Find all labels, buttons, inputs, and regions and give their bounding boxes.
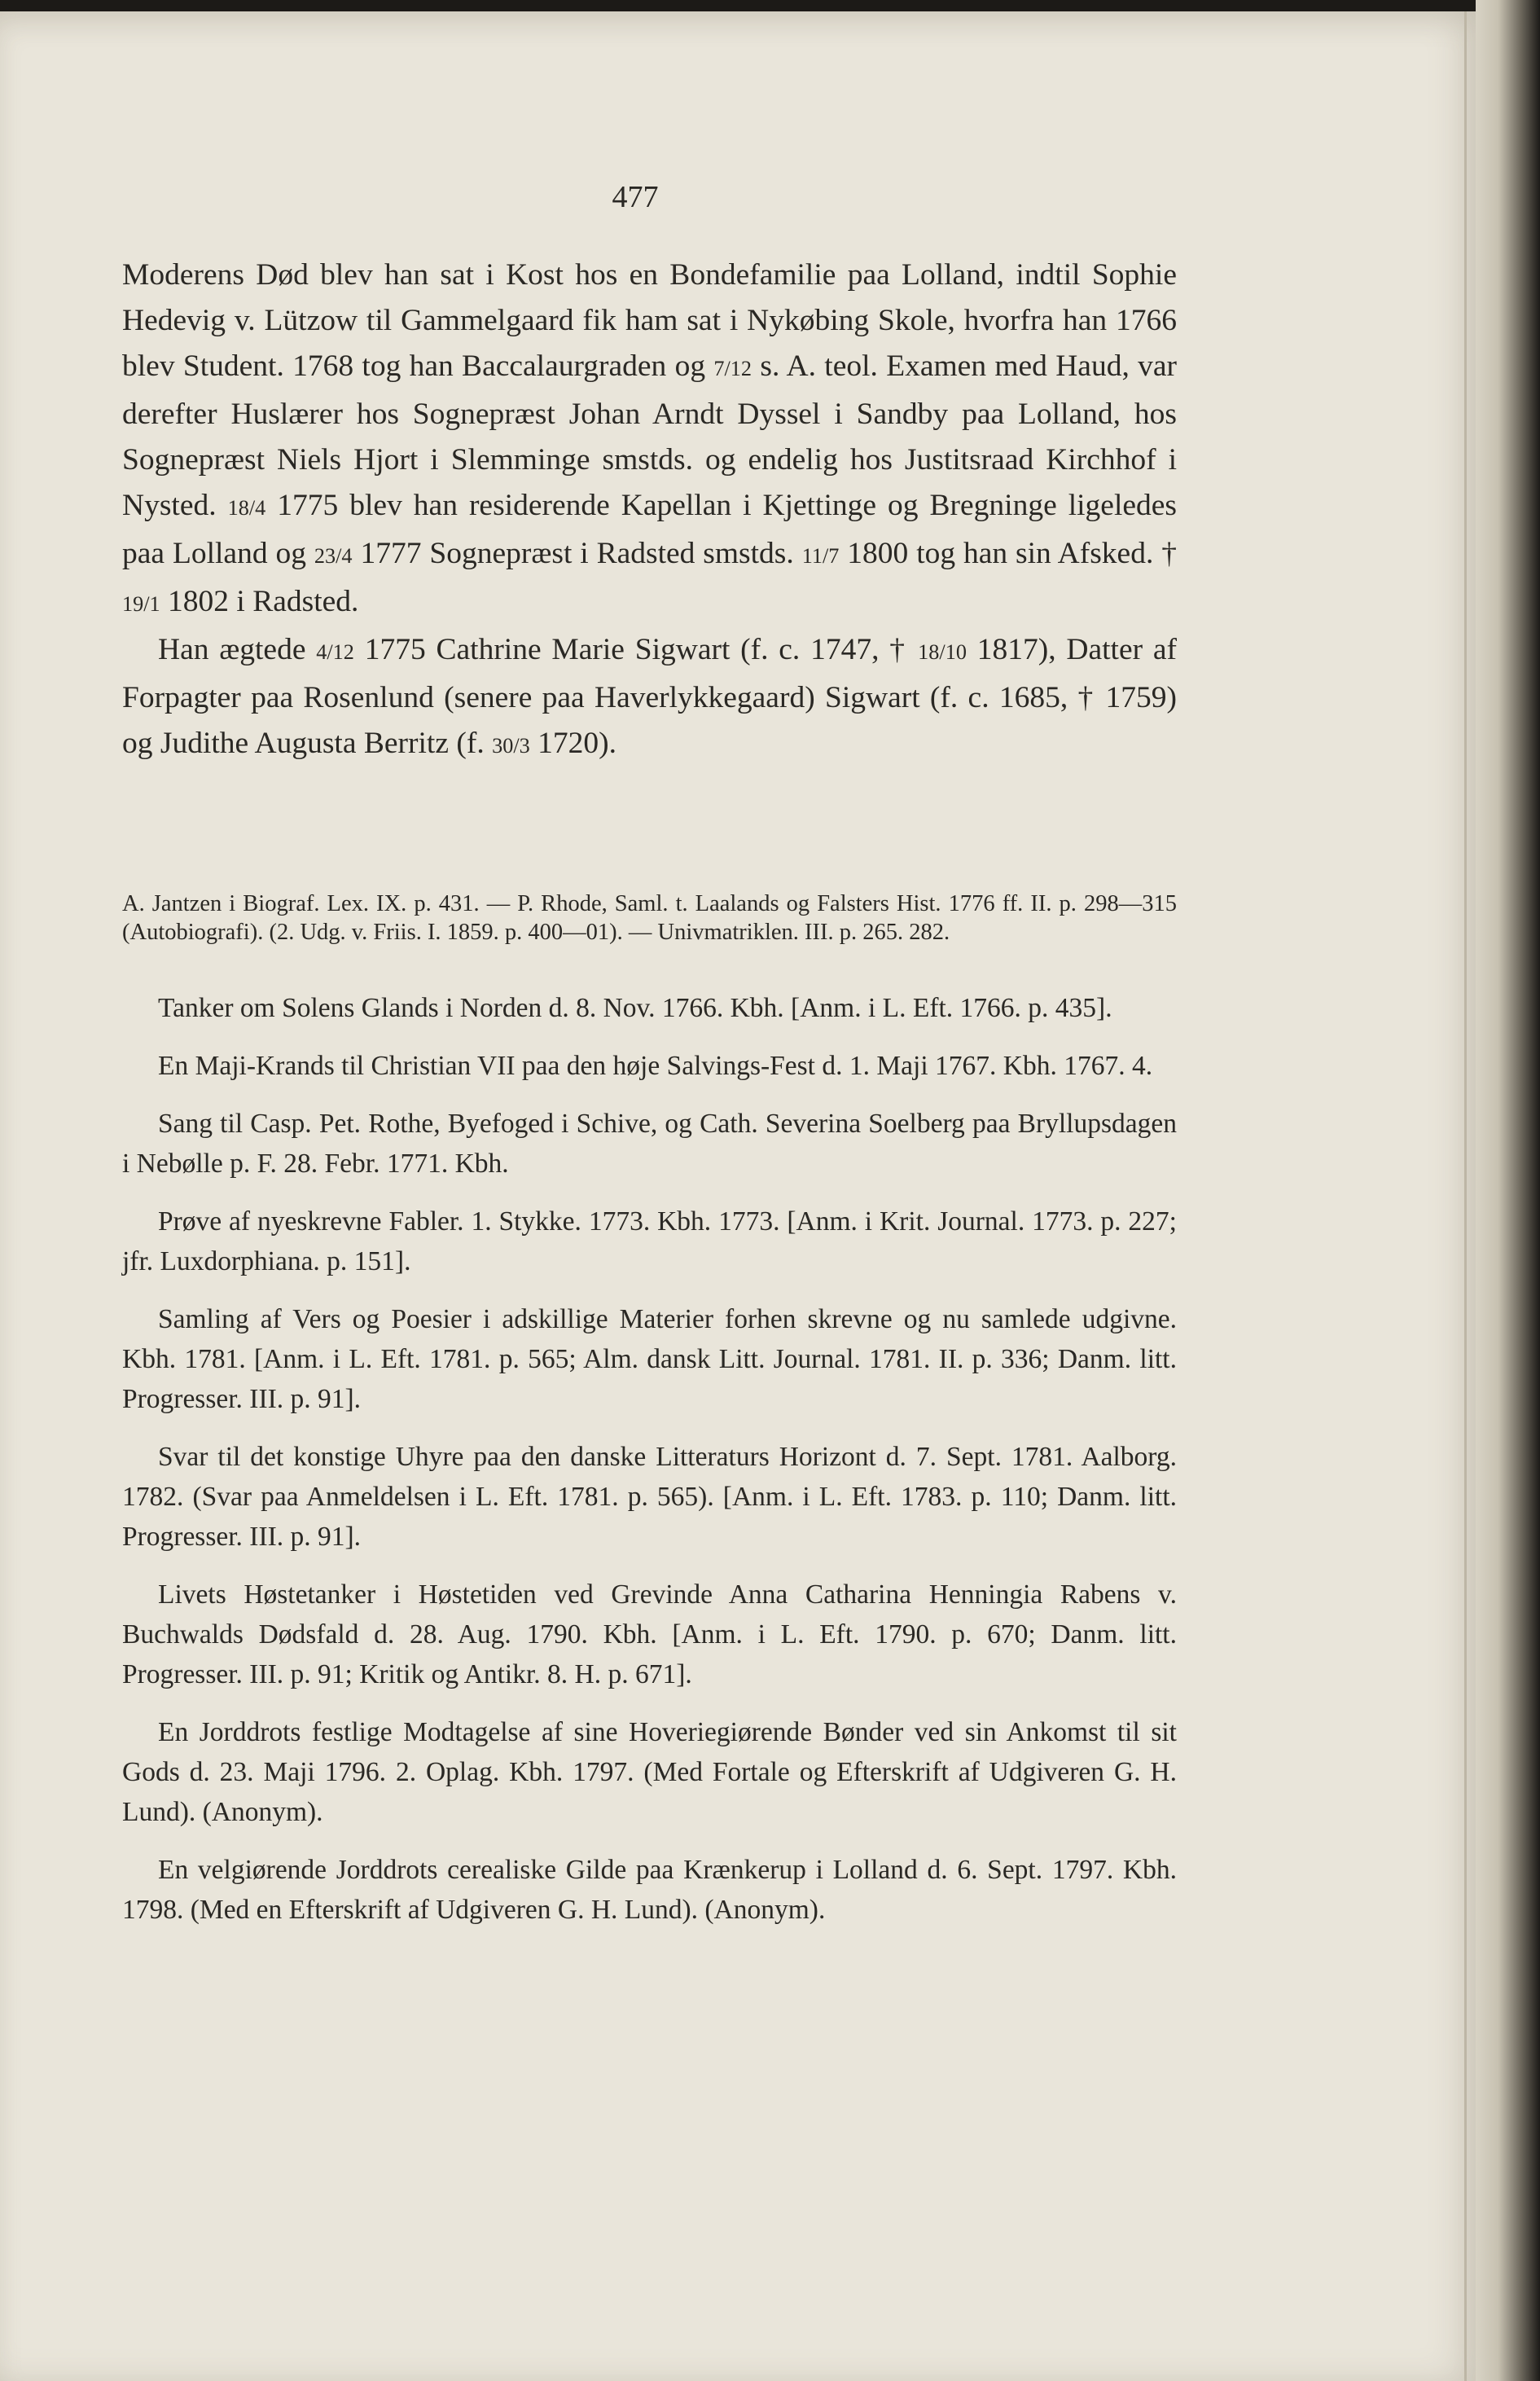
date-fraction: 11/7 [801, 544, 840, 568]
work-entry: En Jorddrots festlige Modtagelse af sine Hoveriegiørende Bønder ved sin Ankomst til sit Gods d. 23. Maji 1796. 2. Oplag. Kbh. 1797. (Med Fortale og Efterskrift af Udgiveren G. H. Lund). (Anonym). [122, 1717, 1177, 1827]
references-block [122, 890, 1177, 947]
biography-text [122, 253, 1177, 769]
work-entry: Sang til Casp. Pet. Rothe, Byefoged i Schive, og Cath. Severina Soelberg paa Bryllupsdagen i Nebølle p. F. 28. Febr. 1771. Kbh. [122, 1109, 1177, 1179]
work-entry: En Maji-Krands til Christian VII paa den høje Salvings-Fest d. 1. Maji 1767. Kbh. 1767. 4. [158, 1051, 1153, 1081]
work-entry: Samling af Vers og Poesier i adskillige Materier forhen skrevne og nu samlede udgivne. Kbh. 1781. [Anm. i L. Eft. 1781. p. 565; Alm. dansk Litt. Journal. 1781. II. p. 336; Danm. litt. Progresser. III. p. 91]. [122, 1304, 1177, 1414]
work-entry: Livets Høstetanker i Høstetiden ved Grevinde Anna Catharina Henningia Rabens v. Buchwalds Dødsfald d. 28. Aug. 1790. Kbh. [Anm. i L. Eft. 1790. p. 670; Danm. litt. Progresser. III. p. 91; Kritik og Antikr. 8. H. p. 671]. [122, 1579, 1177, 1689]
work-entry: Svar til det konstige Uhyre paa den danske Litteraturs Horizont d. 7. Sept. 1781. Aalborg. 1782. (Svar paa Anmeldelsen i L. Eft. 1781. p. 565). [Anm. i L. Eft. 1783. p. 110; Danm. litt. Progresser. III. p. 91]. [122, 1442, 1177, 1552]
work-entry: Tanker om Solens Glands i Norden d. 8. Nov. 1766. Kbh. [Anm. i L. Eft. 1766. p. 435]. [158, 993, 1112, 1023]
book-edge [1476, 0, 1540, 2381]
page-gutter-line [1464, 11, 1467, 2381]
date-fraction: 18/4 [227, 496, 266, 520]
work-entry: Prøve af nyeskrevne Fabler. 1. Stykke. 1773. Kbh. 1773. [Anm. i Krit. Journal. 1773. p. 227; jfr. Luxdorphiana. p. 151]. [122, 1206, 1177, 1276]
bio-paragraph-2: Han ægtede 4/12 1775 Cathrine Marie Sigwart (f. c. 1747, † 18/10 1817), Datter af Forpagter paa Rosenlund (senere paa Haverlykkegaard) Sigwart (f. c. 1685, † 1759) og Judithe Augusta Berritz (f. 30/3 1720). [122, 633, 1177, 760]
date-fraction: 4/12 [316, 640, 354, 664]
bio-paragraph-1: Moderens Død blev han sat i Kost hos en Bondefamilie paa Lolland, indtil Sophie Hedevig v. Lützow til Gammelgaard fik ham sat i Nykøbing Skole, hvorfra han 1766 blev Student. 1768 tog han Baccalaurgraden og 7/12 s. A. teol. Examen med Haud, var derefter Huslærer hos Sognepræst Johan Arndt Dyssel i Sandby paa Lolland, hos Sognepræst Niels Hjort i Slemminge smstds. og endelig hos Justitsraad Kirchhof i Nysted. 18/4 1775 blev han residerende Kapellan i Kjettinge og Bregninge ligeledes paa Lolland og 23/4 1777 Sognepræst i Radsted smstds. 11/7 1800 tog han sin Afsked. † 19/1 1802 i Radsted. [122, 258, 1177, 618]
date-fraction: 23/4 [314, 544, 353, 568]
date-fraction: 30/3 [492, 734, 530, 758]
date-fraction: 18/10 [918, 640, 967, 664]
date-fraction: 7/12 [713, 357, 752, 380]
references-text: A. Jantzen i Biograf. Lex. IX. p. 431. — P. Rhode, Saml. t. Laalands og Falsters Hist. 1776 ff. II. p. 298—315 (Autobiografi). (2. Udg. v. Friis. I. 1859. p. 400—01). — Univmatriklen. III. p. 265. 282. [122, 891, 1177, 945]
page-number: 477 [612, 180, 659, 214]
work-entry: En velgiørende Jorddrots cerealiske Gilde paa Krænkerup i Lolland d. 6. Sept. 1797. Kbh. 1798. (Med en Efterskrift af Udgiveren G. H. Lund). (Anonym). [122, 1855, 1177, 1925]
works-list [122, 988, 1177, 1948]
date-fraction: 19/1 [122, 592, 160, 616]
